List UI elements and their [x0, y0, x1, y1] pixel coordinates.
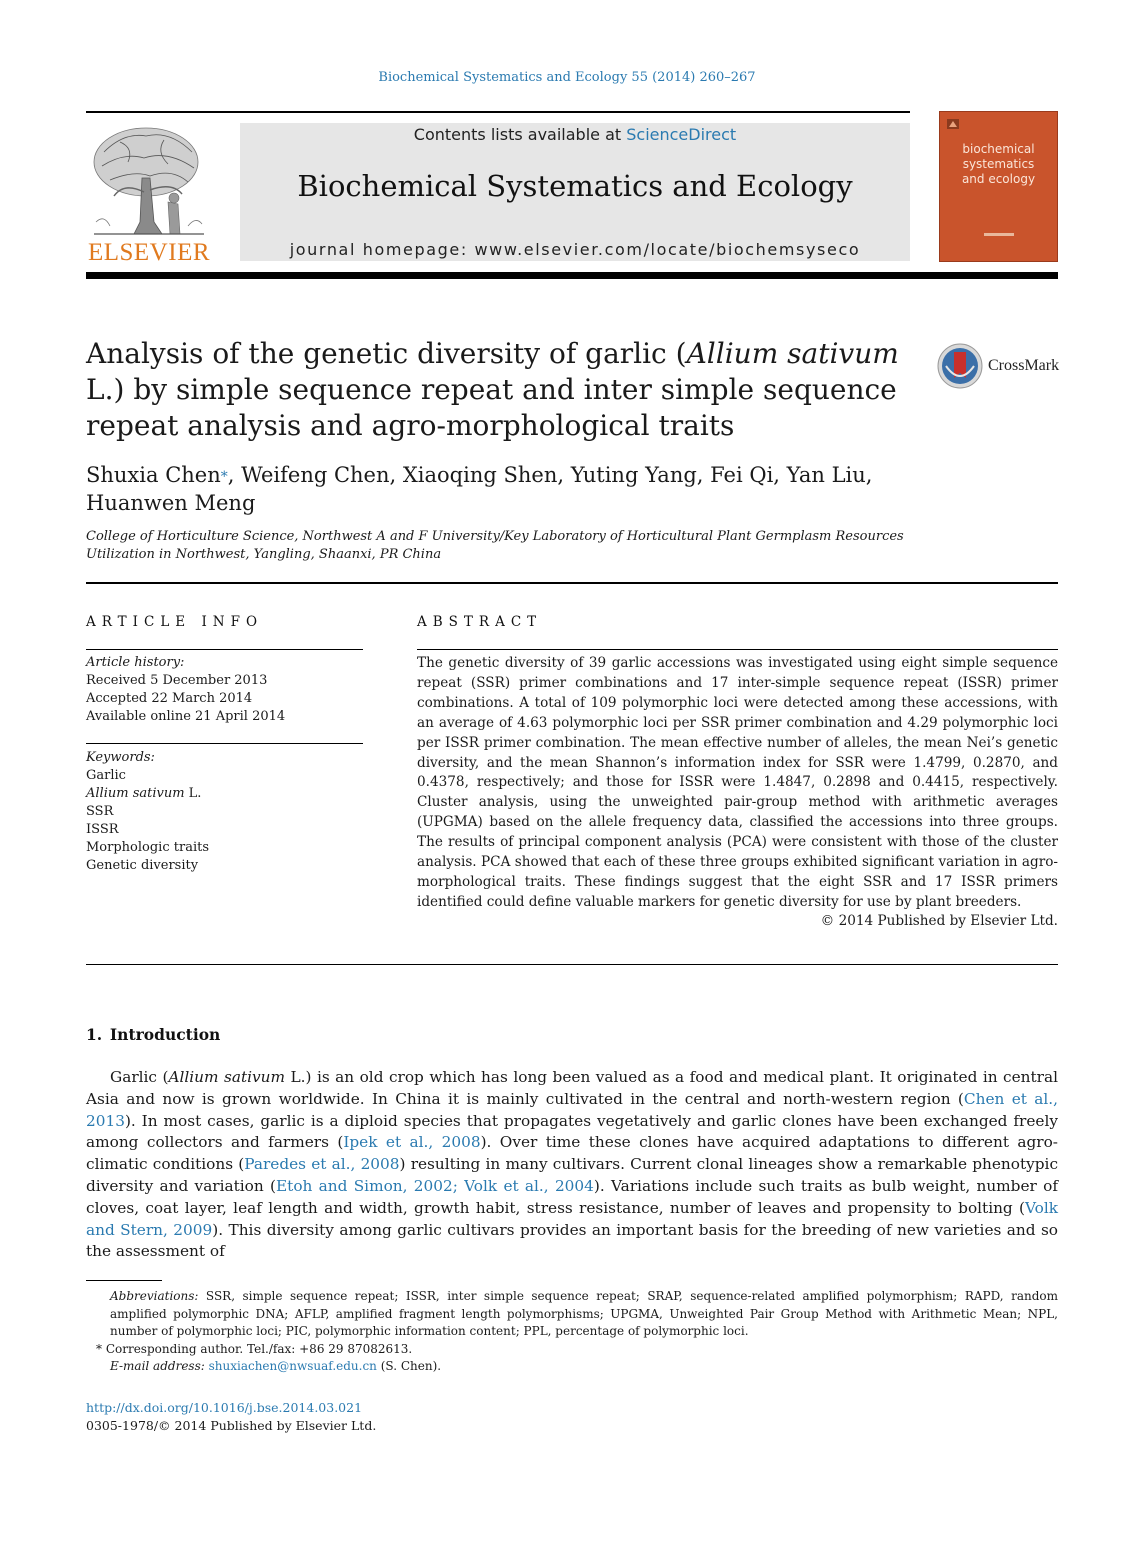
crossmark-badge[interactable]: [936, 342, 1060, 390]
header-top-rule: [86, 111, 910, 113]
intro-text-run: ) resulting in many cultivars. Current clonal lineages show a remarkable phenotypic diversity and variation (: [86, 1155, 1059, 1195]
header-bottom-rule: [86, 272, 1058, 279]
corresponding-author-mark[interactable]: *: [220, 469, 228, 485]
keyword: Genetic diversity: [86, 858, 199, 873]
cover-line: biochemical: [962, 142, 1035, 156]
abstract-copyright: © 2014 Published by Elsevier Ltd.: [820, 913, 1058, 929]
elsevier-logo: [84, 122, 214, 267]
keyword: Garlic: [86, 768, 126, 783]
abstract-bottom-rule: [86, 964, 1058, 965]
sciencedirect-link[interactable]: ScienceDirect: [626, 125, 737, 144]
keywords-label: Keywords:: [86, 750, 155, 765]
article-history: [86, 654, 363, 726]
corresponding-footnote: * Corresponding author. Tel./fax: +86 29 87082613.: [96, 1341, 413, 1356]
footnotes: [86, 1288, 1058, 1376]
keyword: SSR: [86, 804, 114, 819]
intro-text-run: ). Variations include such traits as bulb weight, number of cloves, coat layer, leaf length and width, growth habit, stress resistance, number of leaves and propensity to bolting (: [86, 1176, 1058, 1217]
history-rule: [86, 649, 363, 650]
keyword: [86, 785, 363, 803]
abbreviations-footnote: [86, 1288, 1058, 1341]
contents-prefix: Contents lists available at: [413, 125, 627, 144]
elsevier-tree-icon: [84, 122, 214, 240]
title-part: L.) by simple sequence repeat and inter simple sequence repeat analysis and agro-morphological traits: [86, 373, 897, 442]
title-species: Allium sativum: [686, 337, 899, 370]
cover-title: [940, 142, 1057, 187]
title-part: Analysis of the genetic diversity of garlic (: [86, 337, 687, 370]
keywords: [86, 749, 363, 875]
citation-link[interactable]: Ipek et al., 2008: [343, 1133, 481, 1152]
email-footnote: [86, 1358, 1058, 1376]
intro-text-run: ). This diversity among garlic cultivars provides an important basis for the breeding of new varieties and so the assessment of: [86, 1220, 1059, 1261]
intro-text-run: L.) is an old crop which has long been valued as a food and medical plant. It originated in central Asia and now is grown worldwide. In China it is mainly cultivated in the central and north-western region (: [86, 1068, 1058, 1108]
article-info-heading: ARTICLE INFO: [86, 614, 264, 630]
author-list: [86, 461, 926, 517]
footnote-rule: [86, 1280, 162, 1281]
journal-title: Biochemical Systematics and Ecology: [297, 169, 853, 203]
introduction-paragraph: [86, 1067, 1058, 1263]
abbreviations-text: SSR, simple sequence repeat; ISSR, inter simple sequence repeat; SRAP, sequence-related amplified polymorphism; RAPD, random amplified polymorphic DNA; AFLP, amplified fragment length polymorphisms; UPGMA, Unweighted Pair Group Method with Arithmetic Mean; NPL, number of polymorphic loci; PIC, polymorphic information content; PPL, percentage of polymorphic loci.: [110, 1289, 1058, 1339]
cover-line: systematics: [962, 157, 1035, 171]
crossmark-icon: [936, 342, 984, 390]
keyword: ISSR: [86, 822, 119, 837]
other-authors: , Weifeng Chen, Xiaoqing Shen, Yuting Yang, Fei Qi, Yan Liu, Huanwen Meng: [86, 463, 873, 515]
doi-link[interactable]: http://dx.doi.org/10.1016/j.bse.2014.03.021: [86, 1400, 363, 1415]
affiliation: College of Horticulture Science, Northwest A and F University/Key Laboratory of Horticultural Plant Germplasm Resources Utilization in Northwest, Yangling, Shaanxi, PR China: [86, 529, 904, 562]
elsevier-wordmark: ELSEVIER: [87, 239, 211, 266]
issn-line: 0305-1978/© 2014 Published by Elsevier Ltd.: [86, 1418, 377, 1433]
abstract-text: The genetic diversity of 39 garlic accessions was investigated using eight simple sequence repeat (SSR) primer combinations and 17 inter-simple sequence repeat (ISSR) primer combinations. A total of 109 polymorphic loci were detected among these accessions, with an average of 4.63 polymorphic loci per SSR primer combination and 4.29 polymorphic loci per ISSR primer combination. The mean effective number of alleles, the mean Nei’s genetic diversity, and the mean Shannon’s information index for SSR were 1.4799, 0.2870, and 0.4378, respectively; and those for ISSR were 1.4847, 0.2898 and 0.4415, respectively. Cluster analysis, using the unweighted pair-group method with arithmetic averages (UPGMA) based on the allele frequency data, classified the accessions into three groups. The results of principal component analysis (PCA) were consistent with those of the cluster analysis. PCA showed that each of these three groups exhibited significant variation in agro-morphological traits. These findings suggest that the eight SSR and 17 ISSR primers identified could define valuable markers for genetic diversity for use by plant breeders.: [417, 655, 1058, 910]
citation-link[interactable]: Paredes et al., 2008: [244, 1155, 400, 1174]
cover-publisher-mark-icon: [984, 230, 1014, 240]
section-rule: [86, 582, 1058, 584]
introduction-heading: 1. Introduction: [86, 1025, 221, 1044]
journal-cover[interactable]: [939, 111, 1058, 262]
abbreviations-label: Abbreviations:: [110, 1289, 199, 1303]
keyword-italic: Allium sativum: [86, 786, 185, 801]
history-accepted: Accepted 22 March 2014: [86, 691, 253, 706]
intro-text-run: Garlic (: [110, 1068, 169, 1086]
first-author[interactable]: Shuxia Chen: [86, 463, 221, 487]
cover-line: and ecology: [961, 172, 1036, 186]
keywords-rule: [86, 743, 363, 744]
crossmark-label: CrossMark: [988, 357, 1060, 374]
history-online: Available online 21 April 2014: [86, 709, 286, 724]
email-label: E-mail address:: [110, 1359, 205, 1374]
email-link[interactable]: shuxiachen@nwsuaf.edu.cn: [208, 1359, 377, 1374]
journal-homepage[interactable]: journal homepage: www.elsevier.com/locate/biochemsyseco: [289, 240, 861, 259]
abstract-rule: [417, 649, 1058, 650]
citation-link[interactable]: Etoh and Simon, 2002; Volk et al., 2004: [276, 1176, 594, 1195]
history-received: Received 5 December 2013: [86, 673, 268, 688]
abstract-heading: ABSTRACT: [417, 614, 543, 630]
contents-line: [240, 125, 910, 144]
journal-header-box: [240, 123, 910, 261]
article-title: [86, 336, 926, 444]
intro-text-run: ). Over time these clones have acquired adaptations to different agro-climatic conditions (: [86, 1133, 1058, 1174]
keyword-rest: L.: [184, 786, 202, 801]
keyword: Morphologic traits: [86, 840, 209, 855]
citation-link[interactable]: Chen et al., 2013: [86, 1089, 1059, 1130]
email-suffix: (S. Chen).: [376, 1359, 442, 1374]
journal-reference[interactable]: Biochemical Systematics and Ecology 55 (2014) 260–267: [378, 70, 756, 85]
cover-logo-icon: [946, 118, 960, 130]
intro-text-run: ). In most cases, garlic is a diploid species that propagates vegetatively and garlic clones have been exchanged freely among collectors and farmers (: [86, 1111, 1058, 1152]
citation-link[interactable]: Volk and Stern, 2009: [86, 1198, 1058, 1239]
intro-species: Allium sativum: [168, 1068, 286, 1086]
history-label: Article history:: [86, 655, 185, 670]
